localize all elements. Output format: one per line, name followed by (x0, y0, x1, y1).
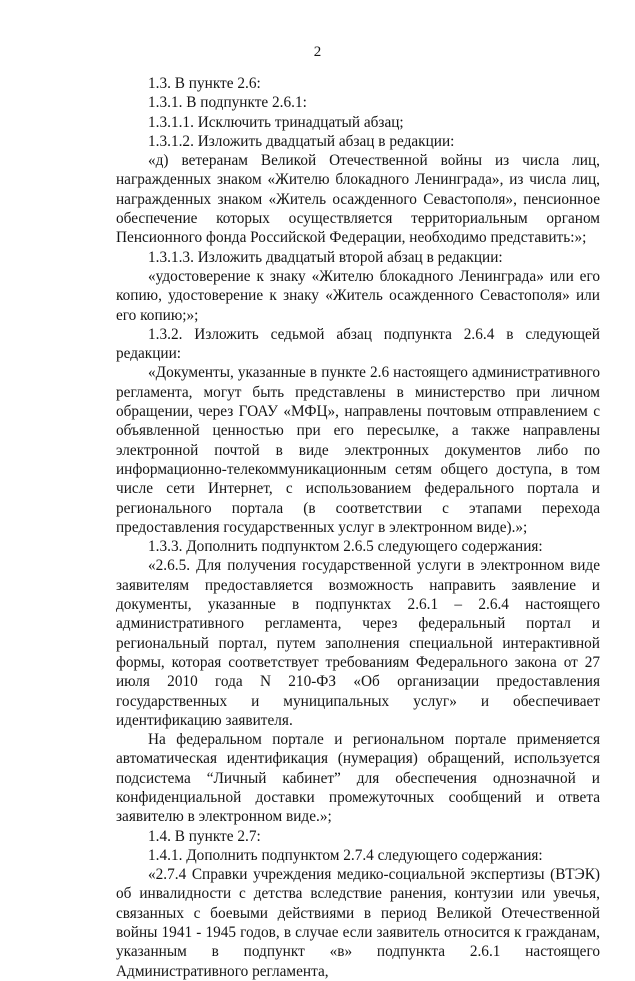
page-number: 2 (313, 44, 322, 60)
paragraph-1-4-1: 1.4.1. Дополнить подпунктом 2.7.4 следующего содержания: (148, 846, 543, 864)
quoted-paragraph-2-7-4: «2.7.4 Справки учреждения медико-социальной экспертизы (ВТЭК) об инвалидности с детства вследствие ранения, контузии или увечья, связанных с боевыми действиями в период Великой Отечественной войны 1941 - 1945 годов, в случае если заявитель относится к гражданам, указанным в подпункт «в» подпункта 2.6.1 настоящего Административного регламента, (116, 866, 600, 980)
quoted-paragraph-d: «д) ветеранам Великой Отечественной войны из числа лиц, награжденных знаком «Жителю блокадного Ленинграда», из числа лиц, награжденных знаком «Житель осажденного Севастополя», пенсионное обеспечение которых осуществляется территориальным органом Пенсионного фонда Российской Федерации, необходимо представить:»; (116, 152, 600, 247)
paragraph-1-3-2: 1.3.2. Изложить седьмой абзац подпункта 2.6.4 в следующей редакции: (116, 325, 600, 363)
paragraph-1-3-1-1: 1.3.1.1. Исключить тринадцатый абзац; (148, 113, 404, 131)
quoted-paragraph-certificate: «удостоверение к знаку «Жителю блокадного Ленинграда» или его копию, удостоверение к знаку «Житель осажденного Севастополя» или его копию;»; (116, 267, 600, 324)
paragraph-1-3-3: 1.3.3. Дополнить подпунктом 2.6.5 следующего содержания: (148, 538, 543, 556)
paragraph-1-3-1: 1.3.1. В подпункте 2.6.1: (148, 94, 307, 112)
paragraph-1-3-1-3: 1.3.1.3. Изложить двадцатый второй абзац в редакции: (148, 248, 503, 266)
paragraph-1-3: 1.3. В пункте 2.6: (148, 75, 261, 92)
paragraph-1-4: 1.4. В пункте 2.7: (148, 827, 261, 845)
quoted-paragraph-2-6-5: «2.6.5. Для получения государственной услуги в электронном виде заявителям предоставляется возможность направить заявление и документы, указанные в подпунктах 2.6.1 – 2.6.4 настоящего административного регламента, через федеральный портал и региональный портал, путем заполнения специальной интерактивной формы, которая соответствует требованиям Федерального закона от 27 июля 2010 года N 210-ФЗ «Об организации предоставления государственных и муниципальных услуг» и обеспечивает идентификацию заявителя. (116, 557, 600, 729)
document-body (116, 74, 600, 981)
paragraph-1-3-1-2: 1.3.1.2. Изложить двадцатый абзац в редакции: (148, 132, 455, 150)
paragraph-portal-identification: На федеральном портале и региональном портале применяется автоматическая идентификация (нумерация) обращений, используется подсистема “Личный кабинет” для обеспечения однозначной и конфиденциальной доставки промежуточных сообщений и ответа заявителю в электронном виде.»; (116, 731, 600, 826)
quoted-paragraph-documents: «Документы, указанные в пункте 2.6 настоящего административного регламента, могут быть представлены в министерство при личном обращении, через ГОАУ «МФЦ», направлены почтовым отправлением с объявленной ценностью при его пересылке, а также направлены электронной почтой в виде электронных документов либо по информационно-телекоммуникационным сетям общего доступа, в том числе сети Интернет, с использованием федерального портала и регионального портала (в соответствии с этапами перехода предоставления государственных услуг в электронном виде).»; (116, 364, 600, 536)
